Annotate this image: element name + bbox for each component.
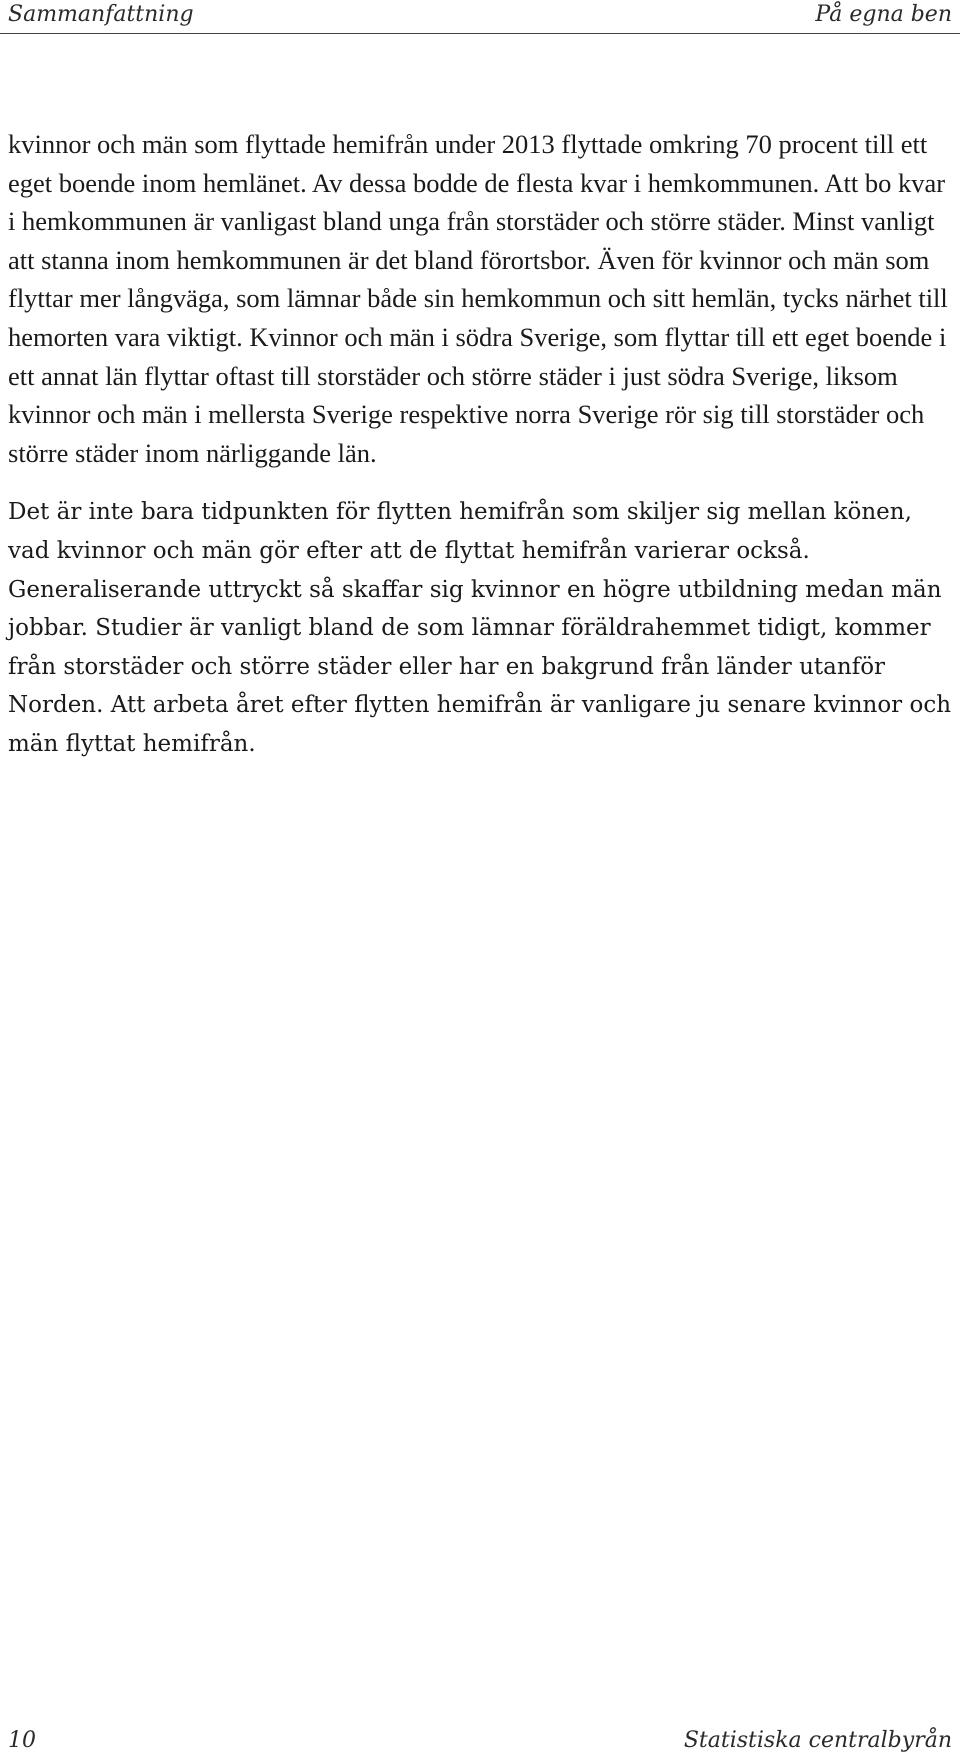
publication-title: På egna ben	[815, 2, 952, 27]
paragraph-2: Det är inte bara tidpunkten för flytten hemifrån som skiljer sig mellan könen, vad kvinnor och män gör efter att de flyttat hemifrån varierar också. Generaliserande uttryckt så skaffar sig kvinnor en högre utbildning medan män jobbar. Studier är vanligt bland de som lämnar föräldrahemmet tidigt, kommer från storstäder och större städer eller har en bakgrund från länder utanför Norden. Att arbeta året efter flytten hemifrån är vanligare ju senare kvinnor och män flyttat hemifrån.	[8, 499, 952, 757]
paragraph-1: kvinnor och män som flyttade hemifrån under 2013 flyttade omkring 70 procent till ett eget boende inom hemlänet. Av dessa bodde de flesta kvar i hemkommunen. Att bo kvar i hemkommunen är vanligast bland unga från storstäder och större städer. Minst vanligt att stanna inom hemkommunen är det bland förortsbor. Även för kvinnor och män som flyttar mer långväga, som lämnar både sin hemkommun och sitt hemlän, tycks närhet till hemorten vara viktigt. Kvinnor och män i södra Sverige, som flyttar till ett eget boende i ett annat län flyttar oftast till storstäder och större städer i just södra Sverige, liksom kvinnor och män i mellersta Sverige respektive norra Sverige rör sig till storstäder och större städer inom närliggande län.	[8, 129, 948, 468]
section-title: Sammanfattning	[8, 2, 194, 27]
body-text	[8, 125, 952, 764]
running-footer	[0, 1722, 960, 1758]
publisher-name: Statistiska centralbyrån	[683, 1728, 952, 1753]
page-number: 10	[8, 1728, 36, 1753]
running-header	[0, 0, 960, 34]
